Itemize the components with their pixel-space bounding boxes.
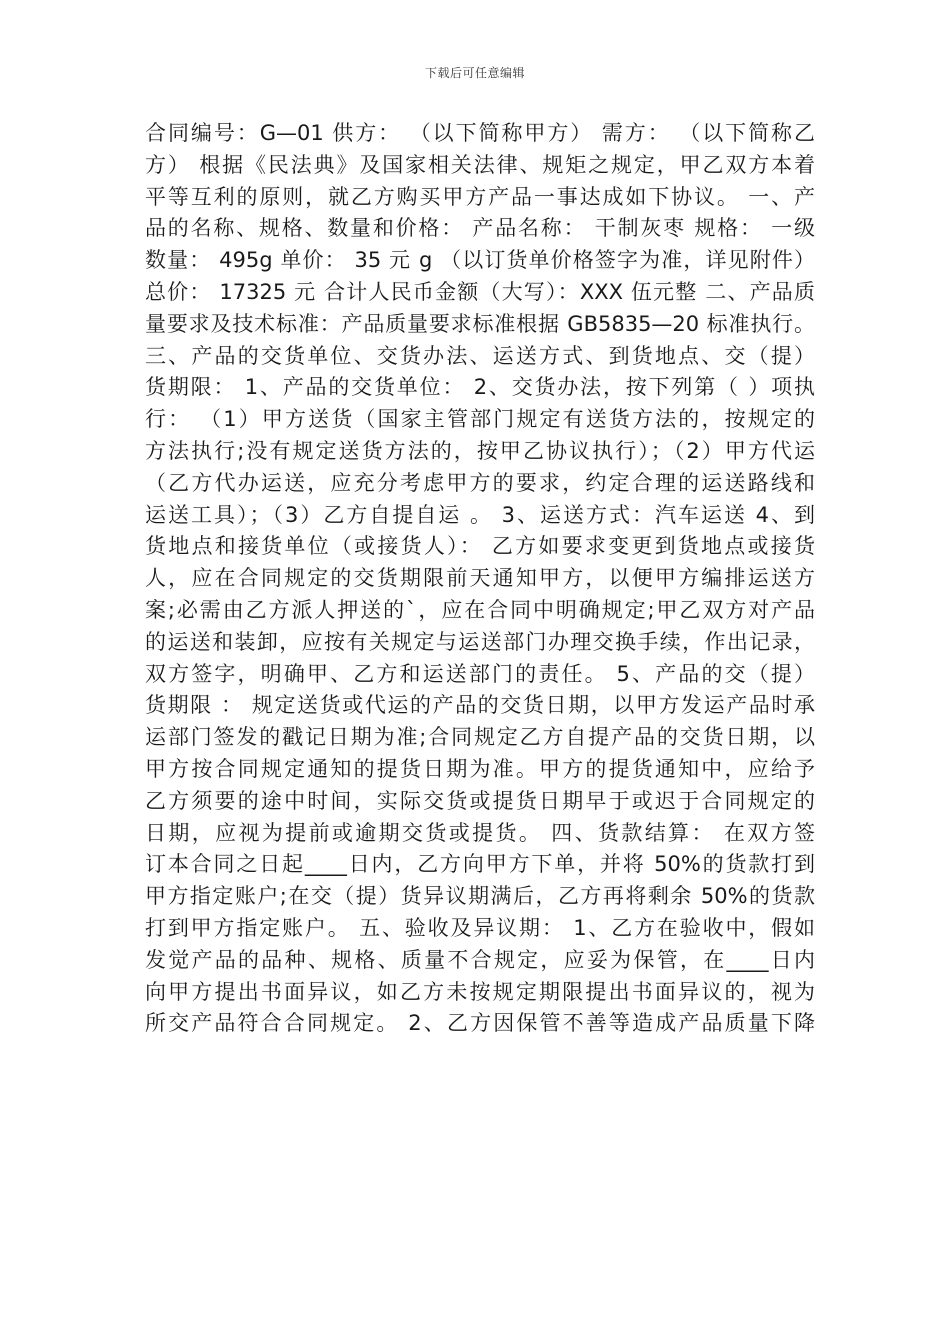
text-line: 案;必需由乙方派人押送的`，应在合同中明确规定;甲乙双方对产品: [145, 597, 815, 622]
text-line: 所交产品符合合同规定。 2、乙方因保管不善等造成产品质量下降: [145, 1011, 815, 1036]
text-line: 双方签字，明确甲、乙方和运送部门的责任。 5、产品的交（提）: [145, 661, 815, 686]
text-line: 的运送和装卸，应按有关规定与运送部门办理交换手续，作出记录，: [145, 629, 815, 654]
text-line: 数量： 495g 单价： 35 元 g （以订货单价格签字为准，详见附件）: [145, 248, 815, 273]
text-line: 人，应在合同规定的交货期限前天通知甲方，以便甲方编排运送方: [145, 566, 815, 591]
text-line: 发觉产品的品种、规格、质量不合规定，应妥为保管，在____日内: [145, 947, 815, 972]
text-line: 合同编号：G—01 供方： （以下简称甲方） 需方： （以下简称乙: [145, 121, 815, 145]
text-line: 向甲方提出书面异议，如乙方未按规定期限提出书面异议的，视为: [145, 979, 815, 1004]
text-line: 总价： 17325 元 合计人民币金额（大写）：XXX 伍元整 二、产品质: [145, 279, 815, 304]
contract-body: [145, 118, 815, 1040]
page-header: 下载后可任意编辑: [424, 66, 525, 80]
text-line: （乙方代办运送，应充分考虑甲方的要求，约定合理的运送路线和: [145, 470, 815, 495]
text-line: 行： （1）甲方送货（国家主管部门规定有送货方法的，按规定的: [145, 407, 815, 432]
text-line: 运送工具）；（3）乙方自提自运 。 3、运送方式：汽车运送 4、到: [145, 502, 815, 527]
text-line: 方） 根据《民法典》及国家相关法律、规矩之规定，甲乙双方本着: [145, 152, 815, 177]
text-line: 乙方须要的途中时间，实际交货或提货日期早于或迟于合同规定的: [145, 788, 815, 813]
text-line: 甲方按合同规定通知的提货日期为准。甲方的提货通知中，应给予: [145, 756, 815, 781]
text-line: 货地点和接货单位（或接货人）： 乙方如要求变更到货地点或接货: [145, 534, 815, 559]
text-line: 方法执行;没有规定送货方法的，按甲乙协议执行）；（2）甲方代运: [145, 438, 815, 463]
text-line: 甲方指定账户;在交（提）货异议期满后，乙方再将剩余 50%的货款: [145, 884, 815, 909]
text-line: 货期限： 1、产品的交货单位： 2、交货办法，按下列第（ ）项执: [145, 375, 815, 400]
text-line: 平等互利的原则，就乙方购买甲方产品一事达成如下协议。 一、产: [145, 184, 815, 209]
text-line: 货期限 ： 规定送货或代运的产品的交货日期，以甲方发运产品时承: [145, 693, 815, 718]
text-line: 品的名称、规格、数量和价格： 产品名称： 干制灰枣 规格： 一级: [145, 216, 815, 241]
text-line: 订本合同之日起____日内，乙方向甲方下单，并将 50%的货款打到: [145, 852, 815, 877]
text-line: 三、产品的交货单位、交货办法、运送方式、到货地点、交（提）: [145, 343, 815, 368]
text-line: 运部门签发的戳记日期为准;合同规定乙方自提产品的交货日期，以: [145, 725, 815, 750]
text-line: 量要求及技术标准：产品质量要求标准根据 GB5835—20 标准执行。: [145, 311, 815, 336]
text-line: 日期，应视为提前或逾期交货或提货。 四、货款结算： 在双方签: [145, 820, 815, 845]
text-line: 打到甲方指定账户。 五、验收及异议期： 1、乙方在验收中，假如: [145, 915, 815, 940]
